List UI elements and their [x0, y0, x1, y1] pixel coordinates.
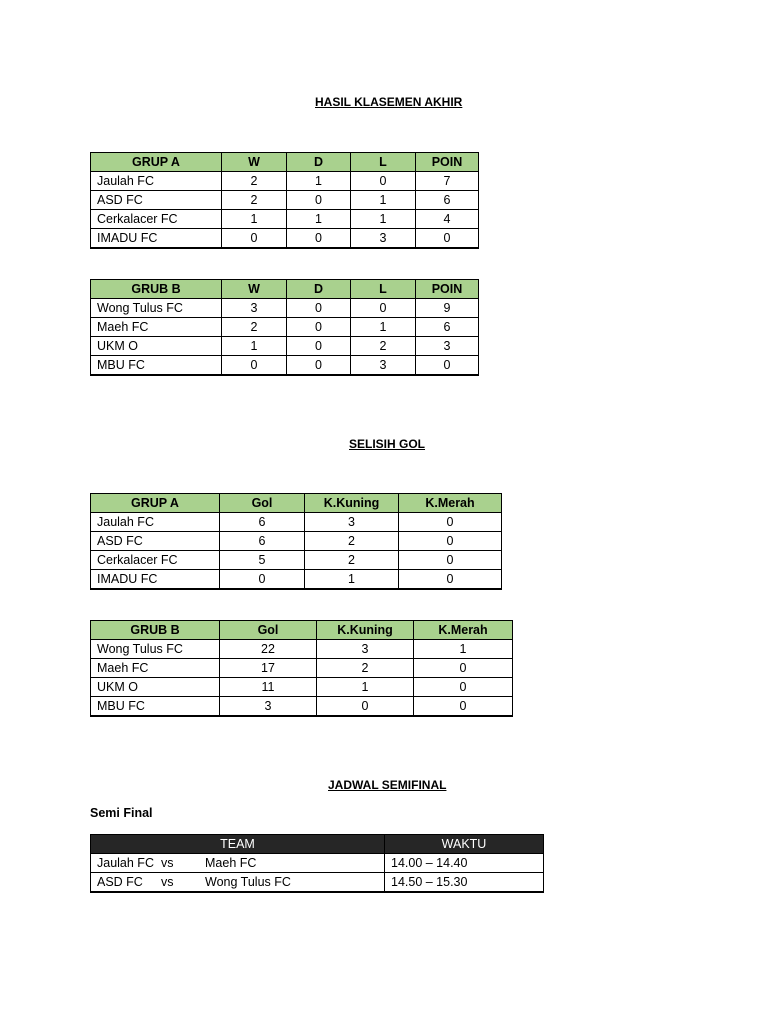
- draws: 0: [287, 337, 351, 356]
- red-cards: 0: [399, 551, 502, 570]
- match-time: 14.00 – 14.40: [385, 854, 544, 873]
- team-name: Jaulah FC: [91, 513, 220, 532]
- losses: 3: [351, 229, 416, 249]
- table-row: [91, 172, 479, 191]
- header-cell: W: [222, 153, 287, 172]
- header-cell: GRUP A: [91, 494, 220, 513]
- table-header-row: [91, 835, 544, 854]
- losses: 0: [351, 172, 416, 191]
- header-cell: GRUB B: [91, 280, 222, 299]
- selisih-group-a-table: [90, 493, 502, 590]
- yellow-cards: 3: [305, 513, 399, 532]
- versus-label: vs: [161, 875, 174, 889]
- losses: 2: [351, 337, 416, 356]
- header-cell: TEAM: [91, 835, 385, 854]
- draws: 0: [287, 229, 351, 249]
- yellow-cards: 1: [305, 570, 399, 590]
- table-row: [91, 299, 479, 318]
- table-row: [91, 678, 513, 697]
- losses: 1: [351, 318, 416, 337]
- wins: 2: [222, 172, 287, 191]
- semifinal-schedule-table: [90, 834, 544, 893]
- wins: 2: [222, 191, 287, 210]
- table-header-row: [91, 280, 479, 299]
- header-cell: W: [222, 280, 287, 299]
- match-time: 14.50 – 15.30: [385, 873, 544, 893]
- table-header-row: [91, 494, 502, 513]
- klasemen-group-a-table: [90, 152, 479, 249]
- red-cards: 0: [414, 659, 513, 678]
- points: 0: [416, 229, 479, 249]
- table-row: [91, 191, 479, 210]
- team-name: MBU FC: [91, 356, 222, 376]
- selisih-group-b-table: [90, 620, 513, 717]
- away-team: Wong Tulus FC: [205, 875, 291, 889]
- draws: 1: [287, 210, 351, 229]
- red-cards: 1: [414, 640, 513, 659]
- header-cell: L: [351, 280, 416, 299]
- goals: 6: [220, 513, 305, 532]
- losses: 1: [351, 210, 416, 229]
- red-cards: 0: [414, 678, 513, 697]
- goals: 22: [220, 640, 317, 659]
- header-cell: POIN: [416, 153, 479, 172]
- team-name: UKM O: [91, 337, 222, 356]
- wins: 0: [222, 229, 287, 249]
- table-header-row: [91, 153, 479, 172]
- klasemen-group-b-table: [90, 279, 479, 376]
- goals: 6: [220, 532, 305, 551]
- table-row: [91, 229, 479, 249]
- table-row: [91, 697, 513, 717]
- table-row: [91, 356, 479, 376]
- table-row: [91, 532, 502, 551]
- header-cell: Gol: [220, 494, 305, 513]
- table-row: [91, 513, 502, 532]
- team-name: MBU FC: [91, 697, 220, 717]
- team-name: Wong Tulus FC: [91, 299, 222, 318]
- yellow-cards: 2: [305, 551, 399, 570]
- semi-final-label: Semi Final: [90, 806, 153, 820]
- klasemen-title: HASIL KLASEMEN AKHIR: [315, 95, 463, 109]
- team-name: Cerkalacer FC: [91, 551, 220, 570]
- draws: 0: [287, 299, 351, 318]
- away-team: Maeh FC: [205, 856, 257, 870]
- goals: 0: [220, 570, 305, 590]
- match-teams: [91, 854, 385, 873]
- selisih-title: SELISIH GOL: [349, 437, 426, 451]
- header-cell: GRUB B: [91, 621, 220, 640]
- wins: 1: [222, 210, 287, 229]
- red-cards: 0: [399, 570, 502, 590]
- team-name: Jaulah FC: [91, 172, 222, 191]
- table-row: [91, 337, 479, 356]
- versus-label: vs: [161, 856, 174, 870]
- team-name: IMADU FC: [91, 570, 220, 590]
- losses: 3: [351, 356, 416, 376]
- goals: 11: [220, 678, 317, 697]
- points: 6: [416, 318, 479, 337]
- header-cell: GRUP A: [91, 153, 222, 172]
- header-cell: Gol: [220, 621, 317, 640]
- wins: 1: [222, 337, 287, 356]
- goals: 3: [220, 697, 317, 717]
- draws: 1: [287, 172, 351, 191]
- header-cell: WAKTU: [385, 835, 544, 854]
- wins: 2: [222, 318, 287, 337]
- wins: 3: [222, 299, 287, 318]
- points: 6: [416, 191, 479, 210]
- home-team: Jaulah FC: [97, 856, 154, 870]
- points: 9: [416, 299, 479, 318]
- team-name: IMADU FC: [91, 229, 222, 249]
- jadwal-title: JADWAL SEMIFINAL: [328, 778, 447, 792]
- table-row: [91, 640, 513, 659]
- points: 3: [416, 337, 479, 356]
- header-cell: K.Kuning: [317, 621, 414, 640]
- header-cell: L: [351, 153, 416, 172]
- team-name: ASD FC: [91, 532, 220, 551]
- table-row: [91, 873, 544, 893]
- goals: 17: [220, 659, 317, 678]
- yellow-cards: 2: [317, 659, 414, 678]
- team-name: Cerkalacer FC: [91, 210, 222, 229]
- table-row: [91, 551, 502, 570]
- points: 4: [416, 210, 479, 229]
- losses: 0: [351, 299, 416, 318]
- points: 7: [416, 172, 479, 191]
- header-cell: K.Merah: [399, 494, 502, 513]
- table-row: [91, 659, 513, 678]
- table-row: [91, 210, 479, 229]
- red-cards: 0: [399, 532, 502, 551]
- home-team: ASD FC: [97, 875, 143, 889]
- table-row: [91, 570, 502, 590]
- header-cell: POIN: [416, 280, 479, 299]
- team-name: Wong Tulus FC: [91, 640, 220, 659]
- header-cell: K.Kuning: [305, 494, 399, 513]
- draws: 0: [287, 191, 351, 210]
- team-name: Maeh FC: [91, 659, 220, 678]
- yellow-cards: 0: [317, 697, 414, 717]
- table-row: [91, 318, 479, 337]
- table-row: [91, 854, 544, 873]
- header-cell: D: [287, 280, 351, 299]
- team-name: Maeh FC: [91, 318, 222, 337]
- header-cell: K.Merah: [414, 621, 513, 640]
- team-name: ASD FC: [91, 191, 222, 210]
- red-cards: 0: [414, 697, 513, 717]
- goals: 5: [220, 551, 305, 570]
- header-cell: D: [287, 153, 351, 172]
- points: 0: [416, 356, 479, 376]
- draws: 0: [287, 356, 351, 376]
- match-teams: [91, 873, 385, 893]
- red-cards: 0: [399, 513, 502, 532]
- yellow-cards: 3: [317, 640, 414, 659]
- team-name: UKM O: [91, 678, 220, 697]
- table-header-row: [91, 621, 513, 640]
- yellow-cards: 1: [317, 678, 414, 697]
- draws: 0: [287, 318, 351, 337]
- losses: 1: [351, 191, 416, 210]
- wins: 0: [222, 356, 287, 376]
- yellow-cards: 2: [305, 532, 399, 551]
